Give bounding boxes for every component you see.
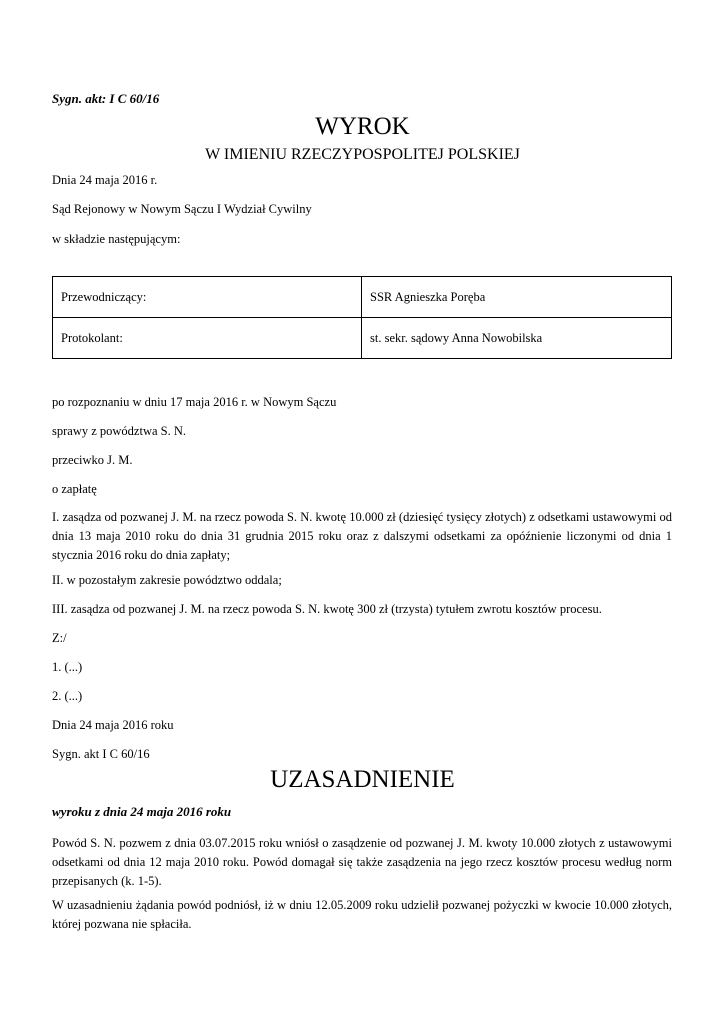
table-cell-person: st. sekr. sądowy Anna Nowobilska — [362, 318, 672, 359]
ruling-point-1: I. zasądza od pozwanej J. M. na rzecz powoda S. N. kwotę 10.000 zł (dziesięć tysięcy złotych) z odsetkami ustawowymi od dnia 13 maja 2010 roku do dnia 31 grudnia 2015 roku oraz z dalszymi odsetkami za opóźnienie liczonymi od dnia 1 stycznia 2016 roku do dnia zapłaty; — [52, 510, 672, 562]
defendant-info: przeciwko J. M. — [52, 453, 133, 467]
composition-table — [52, 276, 672, 359]
judgment-date: Dnia 24 maja 2016 r. — [52, 173, 158, 187]
table-row — [53, 277, 672, 318]
composition-label: w składzie następującym: — [52, 232, 181, 246]
order-signature: Sygn. akt I C 60/16 — [52, 747, 150, 761]
table-cell-role: Protokolant: — [53, 318, 362, 359]
justification-paragraph-1: Powód S. N. pozwem z dnia 03.07.2015 roku wniósł o zasądzenie od pozwanej J. M. kwoty 10.000 złotych z ustawowymi odsetkami od dnia 12 maja 2010 roku. Powód domagał się także zasądzenia na jego rzecz kosztów procesu według norm przepisanych (k. 1-5). — [52, 836, 672, 888]
order-item-1: 1. (...) — [52, 660, 83, 674]
hearing-info: po rozpoznaniu w dniu 17 maja 2016 r. w Nowym Sączu — [52, 395, 337, 409]
justification-title: UZASADNIENIE — [270, 766, 455, 793]
justification-subtitle: wyroku z dnia 24 maja 2016 roku — [52, 804, 232, 819]
order-date: Dnia 24 maja 2016 roku — [52, 718, 174, 732]
table-cell-person: SSR Agnieszka Poręba — [362, 277, 672, 318]
order-item-2: 2. (...) — [52, 689, 83, 703]
ruling-point-3: III. zasądza od pozwanej J. M. na rzecz powoda S. N. kwotę 300 zł (trzysta) tytułem zwrotu kosztów procesu. — [52, 602, 602, 616]
plaintiff-info: sprawy z powództwa S. N. — [52, 424, 187, 438]
order-label: Z:/ — [52, 631, 67, 645]
case-subject: o zapłatę — [52, 482, 97, 496]
document-title: WYROK — [315, 113, 410, 140]
court-name: Sąd Rejonowy w Nowym Sączu I Wydział Cywilny — [52, 202, 312, 216]
table-row — [53, 318, 672, 359]
ruling-point-2: II. w pozostałym zakresie powództwo oddala; — [52, 573, 282, 587]
table-cell-role: Przewodniczący: — [53, 277, 362, 318]
case-signature: Sygn. akt: I C 60/16 — [52, 91, 160, 106]
justification-paragraph-2: W uzasadnieniu żądania powód podniósł, iż w dniu 12.05.2009 roku udzielił pozwanej pożyczki w kwocie 10.000 złotych, której pozwana nie spłaciła. — [52, 898, 672, 931]
document-subtitle: W IMIENIU RZECZYPOSPOLITEJ POLSKIEJ — [205, 146, 520, 163]
